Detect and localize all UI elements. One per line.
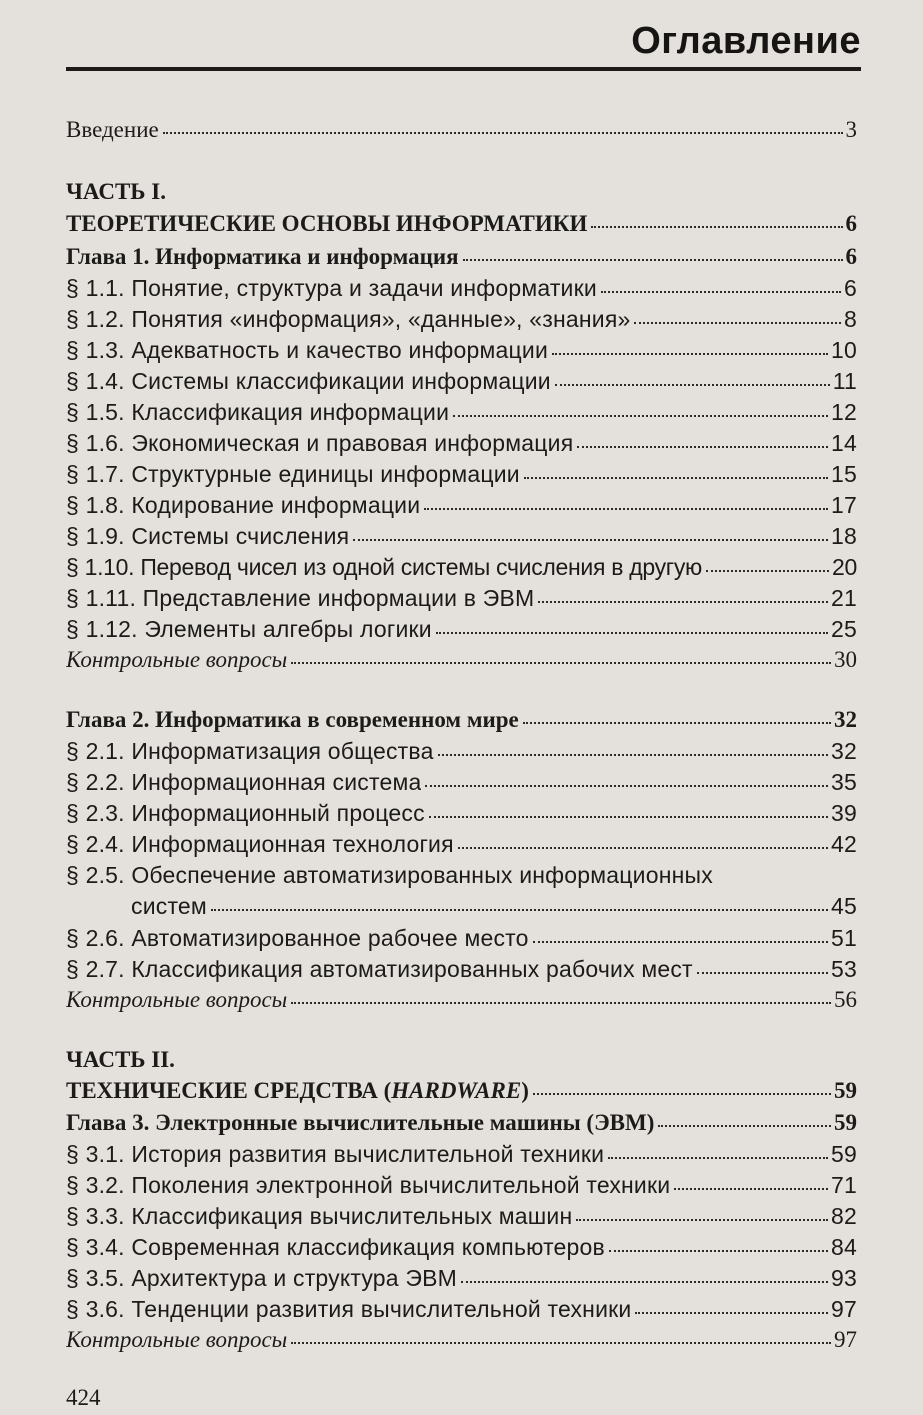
toc-entry-3-2[interactable]: § 3.2. Поколения электронной вычислительной техники 71	[66, 1172, 857, 1198]
leader-dots	[438, 753, 828, 756]
leader-dots	[591, 225, 842, 228]
toc-entry-ch1-questions[interactable]: Контрольные вопросы 30	[66, 647, 857, 672]
toc-entry-intro[interactable]: Введение 3	[66, 117, 857, 142]
toc-entry-chapter1[interactable]: Глава 1. Информатика и информация 6	[66, 244, 857, 269]
leader-dots	[425, 784, 828, 787]
toc-entry-2-5[interactable]: систем 45	[131, 893, 857, 919]
toc-entry-2-5-line1[interactable]: § 2.5. Обеспечение автоматизированных информационных	[66, 862, 713, 888]
leader-dots	[429, 815, 828, 818]
leader-dots	[291, 1001, 831, 1004]
leader-dots	[524, 476, 828, 479]
page-number: 424	[66, 1385, 101, 1410]
leader-dots	[436, 631, 828, 634]
leader-dots	[424, 507, 828, 510]
toc-entry-chapter2[interactable]: Глава 2. Информатика в современном мире 32	[66, 707, 857, 732]
toc-entry-1-4[interactable]: § 1.4. Системы классификации информации 11	[66, 368, 857, 394]
leader-dots	[697, 971, 828, 974]
toc-entry-2-6[interactable]: § 2.6. Автоматизированное рабочее место 51	[66, 925, 857, 951]
leader-dots	[291, 661, 831, 664]
leader-dots	[523, 721, 831, 724]
toc-entry-2-7[interactable]: § 2.7. Классификация автоматизированных рабочих мест 53	[66, 956, 857, 982]
toc-entry-1-8[interactable]: § 1.8. Кодирование информации 17	[66, 492, 857, 518]
toc-entry-part1[interactable]: ТЕОРЕТИЧЕСКИЕ ОСНОВЫ ИНФОРМАТИКИ 6	[66, 211, 857, 236]
toc-entry-3-5[interactable]: § 3.5. Архитектура и структура ЭВМ 93	[66, 1265, 857, 1291]
toc-entry-1-7[interactable]: § 1.7. Структурные единицы информации 15	[66, 461, 857, 487]
leader-dots	[353, 538, 828, 541]
leader-dots	[608, 1156, 828, 1159]
leader-dots	[538, 600, 828, 603]
leader-dots	[674, 1187, 828, 1190]
leader-dots	[601, 290, 841, 293]
toc-entry-3-4[interactable]: § 3.4. Современная классификация компьютеров 84	[66, 1234, 857, 1260]
toc-entry-1-2[interactable]: § 1.2. Понятия «информация», «данные», «знания» 8	[66, 306, 857, 332]
toc-entry-chapter3[interactable]: Глава 3. Электронные вычислительные машины (ЭВМ) 59	[66, 1110, 857, 1135]
toc-entry-2-2[interactable]: § 2.2. Информационная система 35	[66, 769, 857, 795]
toc-entry-1-3[interactable]: § 1.3. Адекватность и качество информации 10	[66, 337, 857, 363]
toc-entry-1-9[interactable]: § 1.9. Системы счисления 18	[66, 523, 857, 549]
leader-dots	[706, 569, 829, 572]
toc-entry-1-5[interactable]: § 1.5. Классификация информации 12	[66, 399, 857, 425]
leader-dots	[463, 258, 843, 261]
toc-entry-ch2-questions[interactable]: Контрольные вопросы 56	[66, 987, 857, 1012]
leader-dots	[461, 1280, 828, 1283]
leader-dots	[552, 352, 828, 355]
toc-entry-2-3[interactable]: § 2.3. Информационный процесс 39	[66, 800, 857, 826]
leader-dots	[658, 1124, 831, 1127]
leader-dots	[163, 131, 843, 134]
part2-label: ЧАСТЬ II.	[66, 1047, 175, 1072]
toc-entry-1-6[interactable]: § 1.6. Экономическая и правовая информация 14	[66, 430, 857, 456]
toc-entry-2-1[interactable]: § 2.1. Информатизация общества 32	[66, 738, 857, 764]
toc-entry-1-12[interactable]: § 1.12. Элементы алгебры логики 25	[66, 616, 857, 642]
toc-entry-part2[interactable]: ТЕХНИЧЕСКИЕ СРЕДСТВА (HARDWARE) 59	[66, 1078, 857, 1103]
title-rule	[66, 67, 861, 71]
leader-dots	[533, 1092, 831, 1095]
leader-dots	[458, 846, 828, 849]
leader-dots	[577, 445, 828, 448]
leader-dots	[453, 414, 828, 417]
page-title: Оглавление	[631, 20, 861, 62]
toc-entry-1-11[interactable]: § 1.11. Представление информации в ЭВМ 21	[66, 585, 857, 611]
part1-label: ЧАСТЬ I.	[66, 179, 166, 204]
leader-dots	[576, 1218, 828, 1221]
leader-dots	[635, 1311, 828, 1314]
toc-entry-3-3[interactable]: § 3.3. Классификация вычислительных машин 82	[66, 1203, 857, 1229]
leader-dots	[211, 908, 828, 911]
toc-entry-3-1[interactable]: § 3.1. История развития вычислительной техники 59	[66, 1141, 857, 1167]
toc-entry-1-1[interactable]: § 1.1. Понятие, структура и задачи информатики 6	[66, 275, 857, 301]
toc-entry-1-10[interactable]: § 1.10. Перевод чисел из одной системы счисления в другую 20	[66, 554, 857, 580]
leader-dots	[291, 1341, 831, 1344]
leader-dots	[555, 383, 830, 386]
toc-entry-2-4[interactable]: § 2.4. Информационная технология 42	[66, 831, 857, 857]
leader-dots	[634, 321, 841, 324]
toc-entry-3-6[interactable]: § 3.6. Тенденции развития вычислительной техники 97	[66, 1296, 857, 1322]
toc-entry-ch3-questions[interactable]: Контрольные вопросы 97	[66, 1327, 857, 1352]
leader-dots	[533, 940, 828, 943]
leader-dots	[609, 1249, 828, 1252]
